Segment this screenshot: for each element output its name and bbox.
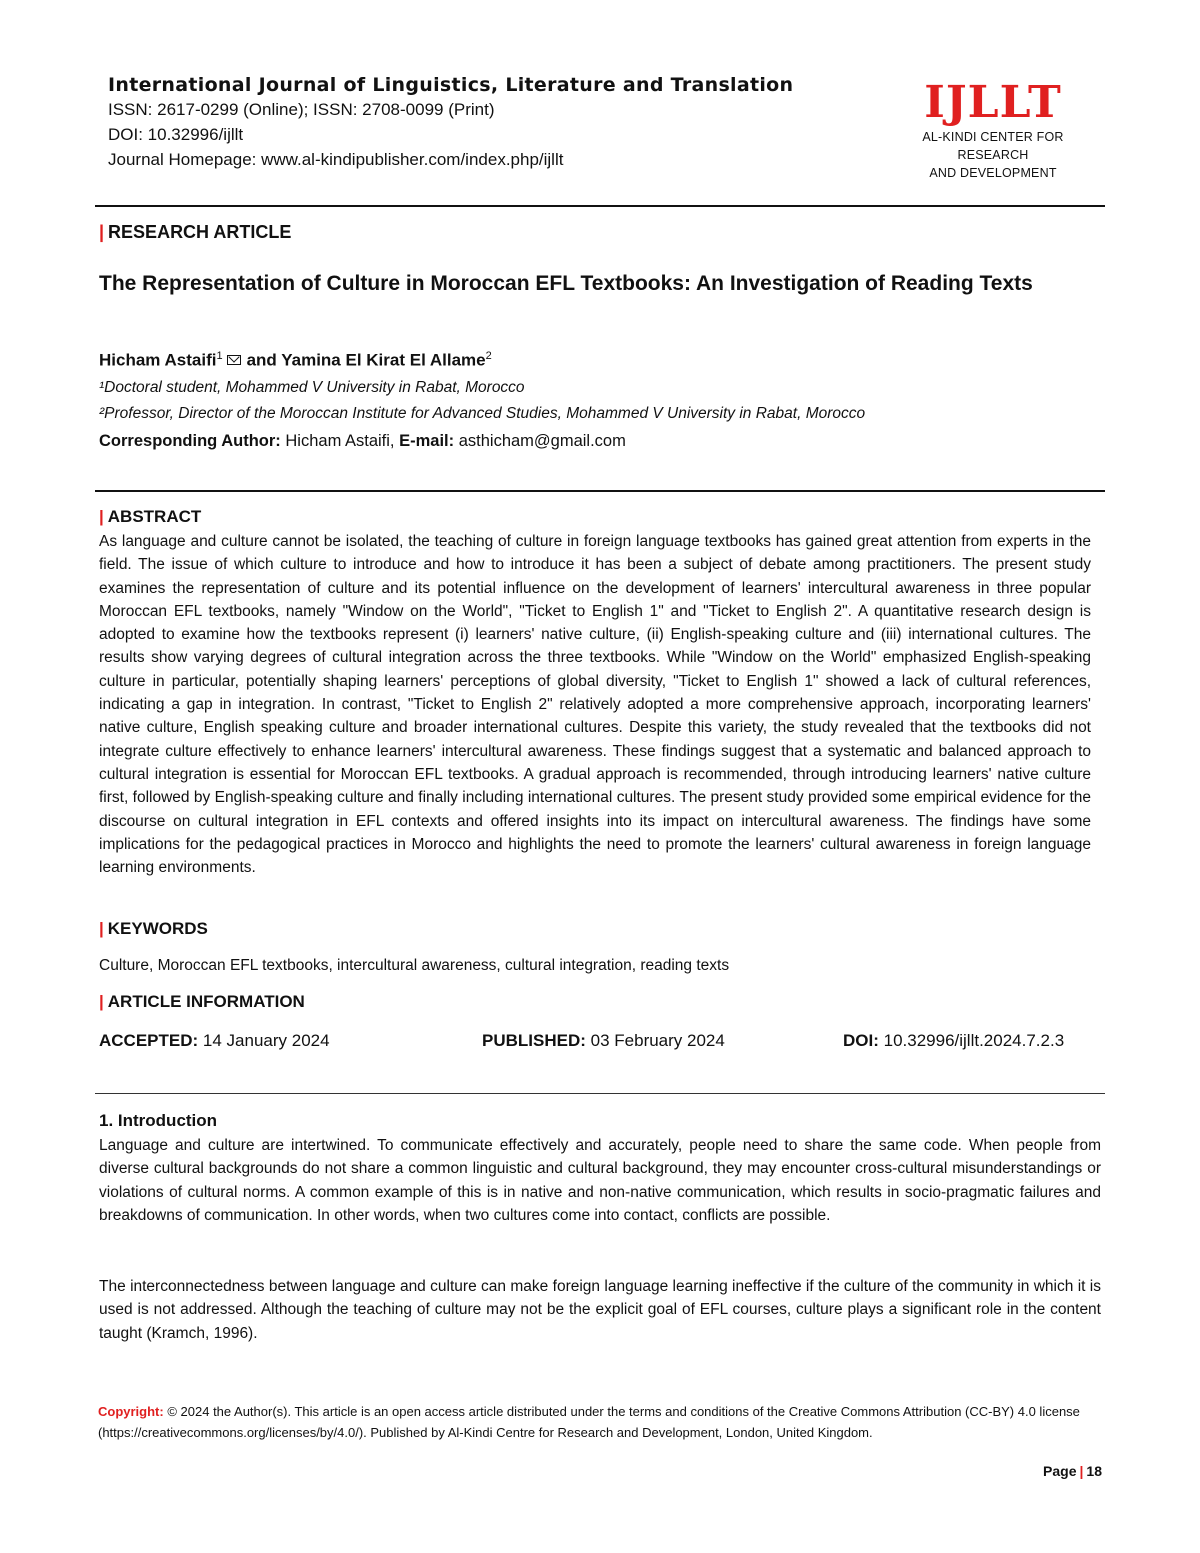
- section-marker: |: [99, 919, 104, 938]
- intro-paragraph-1: Language and culture are intertwined. To communicate effectively and accurately, people need to share the same code. When people from diverse cultural backgrounds do not share a common linguistic and cultural background, they may encounter cross-cultural misunderstandings or violations of cultural norms. A common example of this is in native and non-native communication, which results in socio-pragmatic failures and breakdowns of communication. In other words, when two cultures come into contact, conflicts are possible.: [99, 1137, 1101, 1224]
- accepted-label: ACCEPTED:: [99, 1031, 199, 1050]
- article-title: The Representation of Culture in Moroccan EFL Textbooks: An Investigation of Reading Texts: [99, 272, 1033, 295]
- abstract-text: As language and culture cannot be isolated, the teaching of culture in foreign language textbooks has gained great attention from experts in the field. The issue of which culture to introduce and how to introduce it has been a subject of debate among practitioners. The present study examines the representation of culture and its potential influence on the development of learners' intercultural awareness in three popular Moroccan EFL textbooks, namely "Window on the World", "Ticket to English 1" and "Ticket to English 2". A quantitative research design is adopted to examine how the textbooks represent (i) learners' native culture, (ii) English-speaking culture and (iii) international cultures. The results show varying degrees of cultural integration across the three textbooks. While "Window on the World" emphasized English-speaking culture in particular, potentially shaping learners' perceptions of global diversity, "Ticket to English 1" showed a lack of cultural references, indicating a gap in integration. In contrast, "Ticket to English 2" relatively adopted a more comprehensive approach, incorporating learners' native culture, English speaking culture and broader international cultures. Despite this variety, the study revealed that the textbooks did not integrate culture effectively to enhance learners' intercultural awareness. These findings suggest that a systematic and balanced approach to cultural integration is essential for Moroccan EFL textbooks. A gradual approach is recommended, through introducing learners' native culture first, followed by English-speaking culture and finally including international cultures. The present study provided some empirical evidence for the discourse on cultural integration in EFL contexts and offered insights into its impact on intercultural awareness. The findings have some implications for the pedagogical practices in Morocco and highlights the need to promote the learners' cultural awareness in foreign language learning environments.: [99, 533, 1091, 877]
- copyright-label: Copyright:: [98, 1404, 164, 1419]
- keywords-text: Culture, Moroccan EFL textbooks, intercultural awareness, cultural integration, reading texts: [99, 957, 730, 974]
- page-separator: |: [1079, 1463, 1084, 1479]
- logo-subtitle-line2: AND DEVELOPMENT: [929, 166, 1057, 180]
- authors-line: [99, 350, 492, 371]
- journal-issn: ISSN: 2617-0299 (Online); ISSN: 2708-0099 (Print): [108, 100, 495, 119]
- page-label: Page: [1043, 1463, 1077, 1479]
- page-number-value: 18: [1086, 1463, 1102, 1479]
- affiliation-2: ²Professor, Director of the Moroccan Institute for Advanced Studies, Mohammed V University in Rabat, Morocco: [99, 405, 866, 422]
- affiliation-1: ¹Doctoral student, Mohammed V University in Rabat, Morocco: [99, 379, 525, 396]
- journal-title: International Journal of Linguistics, Literature and Translation: [108, 74, 794, 96]
- copyright-text: © 2024 the Author(s). This article is an open access article distributed under the terms and conditions of the Creative Commons Attribution (CC-BY) 4.0 license (https://creativecommons.org/licenses/by/4.0/). Published by Al-Kindi Centre for Research and Development, London, United Kingdom.: [98, 1404, 1080, 1440]
- abstract-divider-top: [95, 490, 1105, 492]
- copyright-notice: [98, 1401, 1088, 1443]
- mail-icon[interactable]: [227, 355, 241, 365]
- journal-doi: DOI: 10.32996/ijllt: [108, 125, 244, 144]
- corr-email[interactable]: asthicham@gmail.com: [458, 432, 626, 450]
- article-type: [99, 222, 291, 243]
- article-info-heading: [99, 992, 305, 1012]
- intro-paragraph-2: The interconnectedness between language and culture can make foreign language learning ineffective if the culture of the community in which it is used is not addressed. Although the teaching of culture may not be the explicit goal of EFL courses, culture plays a significant role in the content taught (Kramch, 1996).: [99, 1278, 1101, 1342]
- author-1-sup: 1: [216, 350, 223, 362]
- abstract-heading-label: ABSTRACT: [107, 507, 202, 526]
- logo-text: IJLLT: [924, 77, 1062, 128]
- section-marker: |: [99, 507, 104, 526]
- accepted-date: [99, 1031, 330, 1051]
- corr-email-label: E-mail:: [399, 432, 455, 450]
- page-number: [1043, 1463, 1102, 1479]
- journal-logo: [888, 78, 1098, 182]
- keywords-heading-label: KEYWORDS: [107, 919, 208, 938]
- logo-subtitle-line1: AL-KINDI CENTER FOR RESEARCH: [922, 130, 1064, 162]
- abstract-heading: [99, 507, 201, 527]
- corr-name: Hicham Astaifi,: [285, 432, 395, 450]
- article-type-label: RESEARCH ARTICLE: [108, 222, 292, 242]
- accepted-value: 14 January 2024: [202, 1031, 330, 1050]
- journal-header: [108, 74, 1098, 184]
- keywords-heading: [99, 919, 208, 939]
- header-divider: [95, 205, 1105, 207]
- info-divider: [95, 1093, 1105, 1094]
- intro-heading: 1. Introduction: [99, 1111, 218, 1130]
- article-doi: [843, 1031, 1064, 1051]
- corr-label: Corresponding Author:: [99, 432, 281, 450]
- corresponding-author: [99, 432, 626, 451]
- doi-value[interactable]: 10.32996/ijllt.2024.7.2.3: [883, 1031, 1065, 1050]
- journal-homepage[interactable]: Journal Homepage: www.al-kindipublisher.com/index.php/ijllt: [108, 150, 564, 169]
- article-info-heading-label: ARTICLE INFORMATION: [107, 992, 305, 1011]
- section-marker: |: [99, 222, 105, 242]
- published-label: PUBLISHED:: [482, 1031, 586, 1050]
- published-date: [482, 1031, 725, 1051]
- author-2-sup: 2: [485, 350, 492, 362]
- doi-label: DOI:: [843, 1031, 879, 1050]
- author-2: and Yamina El Kirat El Allame: [246, 350, 486, 370]
- section-marker: |: [99, 992, 104, 1011]
- author-1: Hicham Astaifi: [99, 350, 217, 370]
- published-value: 03 February 2024: [590, 1031, 725, 1050]
